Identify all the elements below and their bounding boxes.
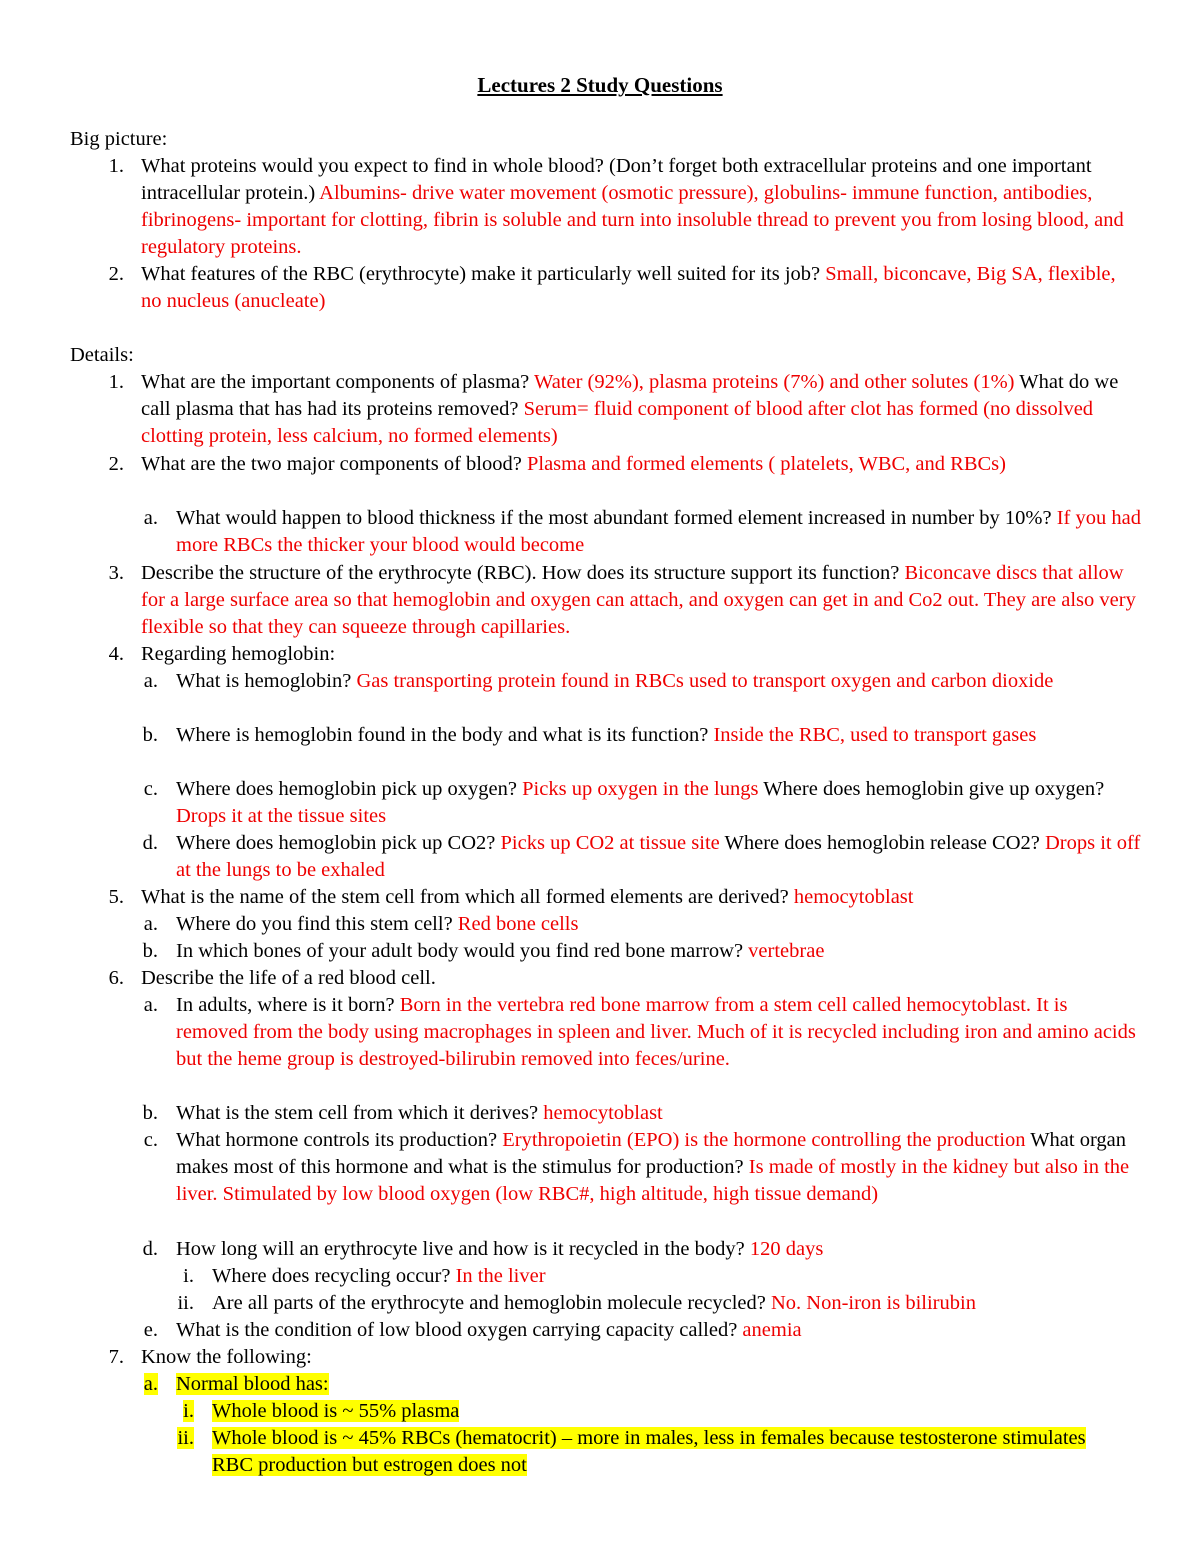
question-text-2: Where does hemoglobin release CO2? xyxy=(719,832,1045,854)
answer-text: hemocytoblast xyxy=(793,886,914,908)
highlighted-text: Normal blood has: xyxy=(176,1373,329,1395)
answer-text: Plasma and formed elements ( platelets, WBC, and RBCs) xyxy=(526,453,1006,475)
question-text: Where is hemoglobin found in the body and what is its function? xyxy=(176,724,714,746)
answer-text-2: Drops it off at the lungs to be exhaled xyxy=(176,832,1141,881)
question-text: Describe the structure of the erythrocyte (RBC). How does its structure support its function? xyxy=(141,562,905,584)
list-letter xyxy=(0,1371,158,1398)
list-letter: d. xyxy=(142,1238,158,1260)
answer-text: If you had more RBCs the thicker your blood would become xyxy=(176,507,1141,556)
highlighted-text: Whole blood is ~ 45% RBCs (hematocrit) – more in males, less in females because testosterone stimulates RBC production but estrogen does not xyxy=(212,1427,1086,1476)
list-letter: c. xyxy=(143,778,158,800)
question-text: What features of the RBC (erythrocyte) make it particularly well suited for its job? xyxy=(141,263,826,285)
question-text: How long will an erythrocyte live and how is it recycled in the body? xyxy=(176,1238,750,1260)
answer-text: 120 days xyxy=(749,1238,824,1260)
list-letter: b. xyxy=(142,1102,158,1124)
answer-text: Inside the RBC, used to transport gases xyxy=(713,724,1037,746)
highlighted-text: i. xyxy=(183,1400,194,1422)
answer-text: In the liver xyxy=(455,1265,546,1287)
answer-text: Water (92%), plasma proteins (7%) and other solutes (1%) xyxy=(533,371,1015,393)
answer-text: Gas transporting protein found in RBCs used to transport oxygen and carbon dioxide xyxy=(356,670,1054,692)
answer-text-2: Is made of mostly in the kidney but also in the liver. Stimulated by low blood oxygen (low RBC#, high altitude, high tissue demand) xyxy=(176,1156,1130,1205)
question-text: What is hemoglobin? xyxy=(176,670,357,692)
question-text: What is the stem cell from which it derives? xyxy=(176,1102,544,1124)
highlighted-text: ii. xyxy=(177,1427,194,1449)
highlighted-text: a. xyxy=(143,1373,158,1395)
answer-text: Erythropoietin (EPO) is the hormone controlling the production xyxy=(502,1129,1026,1151)
answer-text: Small, biconcave, Big SA, flexible, no nucleus (anucleate) xyxy=(141,263,1116,312)
question-text: What is the condition of low blood oxygen carrying capacity called? xyxy=(176,1319,743,1341)
list-letter: a. xyxy=(143,913,158,935)
question-text: What would happen to blood thickness if the most abundant formed element increased in number by 10%? xyxy=(176,507,1057,529)
question-text: Are all parts of the erythrocyte and hemoglobin molecule recycled? xyxy=(212,1292,771,1314)
list-letter: a. xyxy=(143,670,158,692)
list-number: 3. xyxy=(108,562,124,584)
list-letter: b. xyxy=(142,940,158,962)
question-text-2: Where does hemoglobin give up oxygen? xyxy=(758,778,1105,800)
list-number: 4. xyxy=(108,643,124,665)
list-number: 7. xyxy=(108,1346,124,1368)
question-text: In adults, where is it born? xyxy=(176,994,400,1016)
question-text-2: What organ makes most of this hormone and what is the stimulus for production? xyxy=(176,1129,1127,1178)
list-number: 6. xyxy=(108,967,124,989)
answer-text-2: Serum= fluid component of blood after clot has formed (no dissolved clotting protein, less calcium, no formed elements) xyxy=(141,398,1094,447)
answer-text: Albumins- drive water movement (osmotic pressure), globulins- immune function, antibodies, fibrinogens- important for clotting, fibrin is soluble and turn into insoluble thread to prevent you from losing blood, and regulatory proteins. xyxy=(141,182,1124,258)
list-letter: a. xyxy=(143,994,158,1016)
answer-text: hemocytoblast xyxy=(543,1102,663,1124)
question-text: Where do you find this stem cell? xyxy=(176,913,458,935)
page-title: Lectures 2 Study Questions xyxy=(477,73,723,97)
answer-text: Biconcave discs that allow for a large surface area so that hemoglobin and oxygen can attach, and oxygen can get in and Co2 out. They are also very flexible so that they can squeeze through capillaries. xyxy=(141,562,1136,638)
question-text: What are the important components of plasma? xyxy=(141,371,534,393)
answer-text: Picks up CO2 at tissue site xyxy=(500,832,720,854)
highlighted-text: Whole blood is ~ 55% plasma xyxy=(212,1400,460,1422)
question-text: Where does recycling occur? xyxy=(212,1265,456,1287)
big-picture-heading: Big picture: xyxy=(70,128,168,150)
answer-text: Red bone cells xyxy=(457,913,579,935)
list-letter: b. xyxy=(142,724,158,746)
question-text: What are the two major components of blood? xyxy=(141,453,527,475)
answer-text-2: Drops it at the tissue sites xyxy=(176,805,387,827)
question-text: What proteins would you expect to find in whole blood? (Don’t forget both extracellular proteins and one important intracellular protein.) xyxy=(141,155,1092,204)
question-text-2: What do we call plasma that has had its proteins removed? xyxy=(141,371,1119,420)
question-text: What hormone controls its production? xyxy=(176,1129,503,1151)
question-text: Where does hemoglobin pick up oxygen? xyxy=(176,778,523,800)
answer-text: vertebrae xyxy=(748,940,825,962)
list-letter: a. xyxy=(143,507,158,529)
list-letter: c. xyxy=(143,1129,158,1151)
answer-text: Born in the vertebra red bone marrow from a stem cell called hemocytoblast. It is removed from the body using macrophages in spleen and liver. Much of it is recycled including iron and amino acids but the heme group is destroyed-bilirubin removed into feces/urine. xyxy=(176,994,1136,1070)
list-letter: d. xyxy=(142,832,158,854)
list-number: 1. xyxy=(108,371,124,393)
question-text: Regarding hemoglobin: xyxy=(141,643,336,665)
list-number: 5. xyxy=(108,886,124,908)
question-text: Know the following: xyxy=(141,1346,312,1368)
answer-text: Picks up oxygen in the lungs xyxy=(522,778,759,800)
answer-text: anemia xyxy=(742,1319,802,1341)
list-number: 2. xyxy=(108,453,124,475)
question-text: Where does hemoglobin pick up CO2? xyxy=(176,832,501,854)
list-roman xyxy=(0,1398,194,1425)
list-roman xyxy=(0,1425,194,1452)
list-number: 2. xyxy=(108,263,124,285)
list-letter: e. xyxy=(143,1319,158,1341)
details-heading: Details: xyxy=(70,344,134,366)
list-roman: ii. xyxy=(177,1292,194,1314)
question-text: What is the name of the stem cell from which all formed elements are derived? xyxy=(141,886,794,908)
question-text: Describe the life of a red blood cell. xyxy=(141,967,436,989)
list-number: 1. xyxy=(108,155,124,177)
list-roman: i. xyxy=(183,1265,194,1287)
answer-text: No. Non-iron is bilirubin xyxy=(770,1292,976,1314)
question-text: In which bones of your adult body would you find red bone marrow? xyxy=(176,940,749,962)
